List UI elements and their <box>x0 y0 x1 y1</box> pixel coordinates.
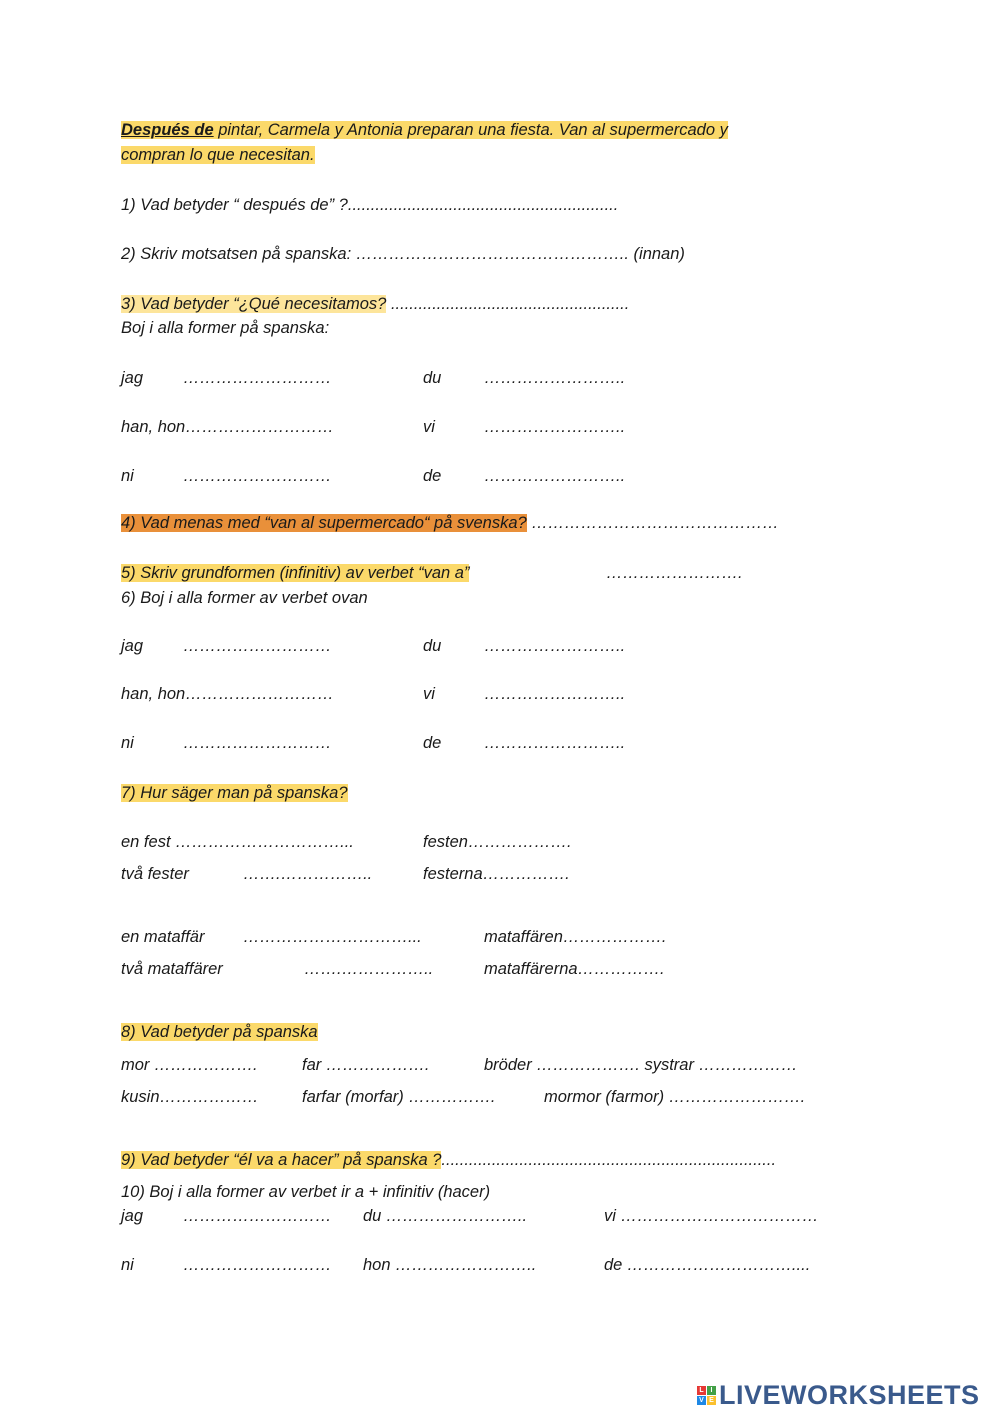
q7-tva-fester-answer[interactable]: …….…………….. <box>243 865 373 883</box>
question-10: 10) Boj i alla former av verbet ir a + infinitiv (hacer) <box>121 1183 491 1201</box>
question-2-text: 2) Skriv motsatsen på spanska: <box>121 245 352 263</box>
conj-a-de-label: de <box>423 467 442 485</box>
question-3-sub: Boj i alla former på spanska: <box>121 319 330 337</box>
q7-tva-mataffarer-answer[interactable]: …….…………….. <box>304 960 434 978</box>
conj-b-de-answer[interactable]: …………………….. <box>484 734 626 752</box>
q7-en-mataffar-answer[interactable]: …………………………... <box>243 928 422 946</box>
logo-text: LIVEWORKSHEETS <box>719 1379 980 1410</box>
logo-cube-v: V <box>697 1396 706 1405</box>
q10-hon-answer[interactable]: hon …………………….. <box>363 1256 537 1274</box>
q7-mataffaren[interactable]: mataffären………………. <box>484 928 667 946</box>
intro-line-1 <box>121 119 728 141</box>
logo-cubes-icon <box>697 1386 716 1405</box>
conj-a-ni-answer[interactable]: ……………………… <box>183 467 332 485</box>
question-9 <box>121 1149 776 1171</box>
conj-b-vi-label: vi <box>423 685 435 703</box>
q7-tva-mataffarer-label: två mataffärer <box>121 960 223 978</box>
q8-mormor[interactable]: mormor (farmor) ……………………. <box>544 1088 806 1106</box>
conj-b-du-answer[interactable]: …………………….. <box>484 637 626 655</box>
question-8 <box>121 1021 318 1043</box>
q10-ni-answer[interactable]: ……………………… <box>183 1256 332 1274</box>
question-9-text: 9) Vad betyder “él va a hacer” på spanska ? <box>121 1151 442 1169</box>
question-4-answer[interactable]: ……………………………………… <box>531 514 779 532</box>
q7-en-mataffar-label: en mataffär <box>121 928 205 946</box>
conj-b-de-label: de <box>423 734 442 752</box>
conj-b-jag-answer[interactable]: ……………………… <box>183 637 332 655</box>
q7-mataffarerna[interactable]: mataffärerna……………. <box>484 960 665 978</box>
question-8-text: 8) Vad betyder på spanska <box>121 1023 318 1041</box>
question-1[interactable]: 1) Vad betyder “ después de” ?........................................................... <box>121 196 619 214</box>
question-5-text <box>121 562 469 584</box>
conj-a-jag-answer[interactable]: ……………………… <box>183 369 332 387</box>
question-2 <box>121 243 685 265</box>
q8-far[interactable]: far ………………. <box>302 1056 430 1074</box>
q10-jag-answer[interactable]: ……………………… <box>183 1207 332 1225</box>
q8-broder-systrar[interactable]: bröder ………………. systrar ……………… <box>484 1056 798 1074</box>
question-3-text: 3) Vad betyder “¿Qué necesitamos? <box>121 295 387 313</box>
question-7-text: 7) Hur säger man på spanska? <box>121 784 348 802</box>
conj-b-ni-answer[interactable]: ……………………… <box>183 734 332 752</box>
question-5-label: 5) Skriv grundformen (infinitiv) av verbet “van a” <box>121 564 470 582</box>
question-2-answer[interactable]: ………………………………………….. (innan) <box>355 245 685 263</box>
q10-ni-label: ni <box>121 1256 134 1274</box>
q8-kusin[interactable]: kusin……………… <box>121 1088 259 1106</box>
question-3 <box>121 293 629 315</box>
conj-b-vi-answer[interactable]: …………………….. <box>484 685 626 703</box>
liveworksheets-logo <box>697 1380 980 1410</box>
intro-line-1-rest: pintar, Carmela y Antonia preparan una fiesta. Van al supermercado y <box>213 121 728 139</box>
question-5-answer[interactable]: ……………………. <box>606 564 743 582</box>
conj-a-de-answer[interactable]: …………………….. <box>484 467 626 485</box>
q10-du-answer[interactable]: du …………………….. <box>363 1207 528 1225</box>
conj-a-vi-answer[interactable]: …………………….. <box>484 418 626 436</box>
logo-cube-l: L <box>697 1386 706 1395</box>
logo-cube-e: E <box>707 1396 716 1405</box>
conj-a-han-answer[interactable]: han, hon……………………… <box>121 418 334 436</box>
q7-festerna[interactable]: festerna……………. <box>423 865 570 883</box>
conj-a-vi-label: vi <box>423 418 435 436</box>
q10-jag-label: jag <box>121 1207 144 1225</box>
question-3-dots[interactable]: .................................................... <box>386 295 630 313</box>
q8-mor[interactable]: mor ………………. <box>121 1056 258 1074</box>
conj-b-han-answer[interactable]: han, hon……………………… <box>121 685 334 703</box>
logo-cube-i: I <box>707 1386 716 1395</box>
q10-de-answer[interactable]: de ………………………….... <box>604 1256 811 1274</box>
q7-tva-fester-label: två fester <box>121 865 189 883</box>
question-4 <box>121 512 779 534</box>
intro-line-2-text: compran lo que necesitan. <box>121 146 315 164</box>
question-4-text: 4) Vad menas med “van al supermercado“ på svenska? <box>121 514 527 532</box>
conj-b-ni-label: ni <box>121 734 134 752</box>
question-9-answer[interactable]: ......................................................................... <box>441 1151 777 1169</box>
conj-a-du-answer[interactable]: …………………….. <box>484 369 626 387</box>
intro-bold: Después de <box>121 121 214 139</box>
conj-a-jag-label: jag <box>121 369 144 387</box>
q10-vi-answer[interactable]: vi ……………………………… <box>604 1207 819 1225</box>
conj-b-du-label: du <box>423 637 442 655</box>
q7-festen[interactable]: festen………………. <box>423 833 572 851</box>
question-6: 6) Boj i alla former av verbet ovan <box>121 589 368 607</box>
question-7 <box>121 782 348 804</box>
q8-farfar[interactable]: farfar (morfar) ……………. <box>302 1088 496 1106</box>
q7-en-fest[interactable]: en fest …………………………... <box>121 833 354 851</box>
conj-b-jag-label: jag <box>121 637 144 655</box>
intro-line-2 <box>121 144 315 166</box>
conj-a-ni-label: ni <box>121 467 134 485</box>
conj-a-du-label: du <box>423 369 442 387</box>
